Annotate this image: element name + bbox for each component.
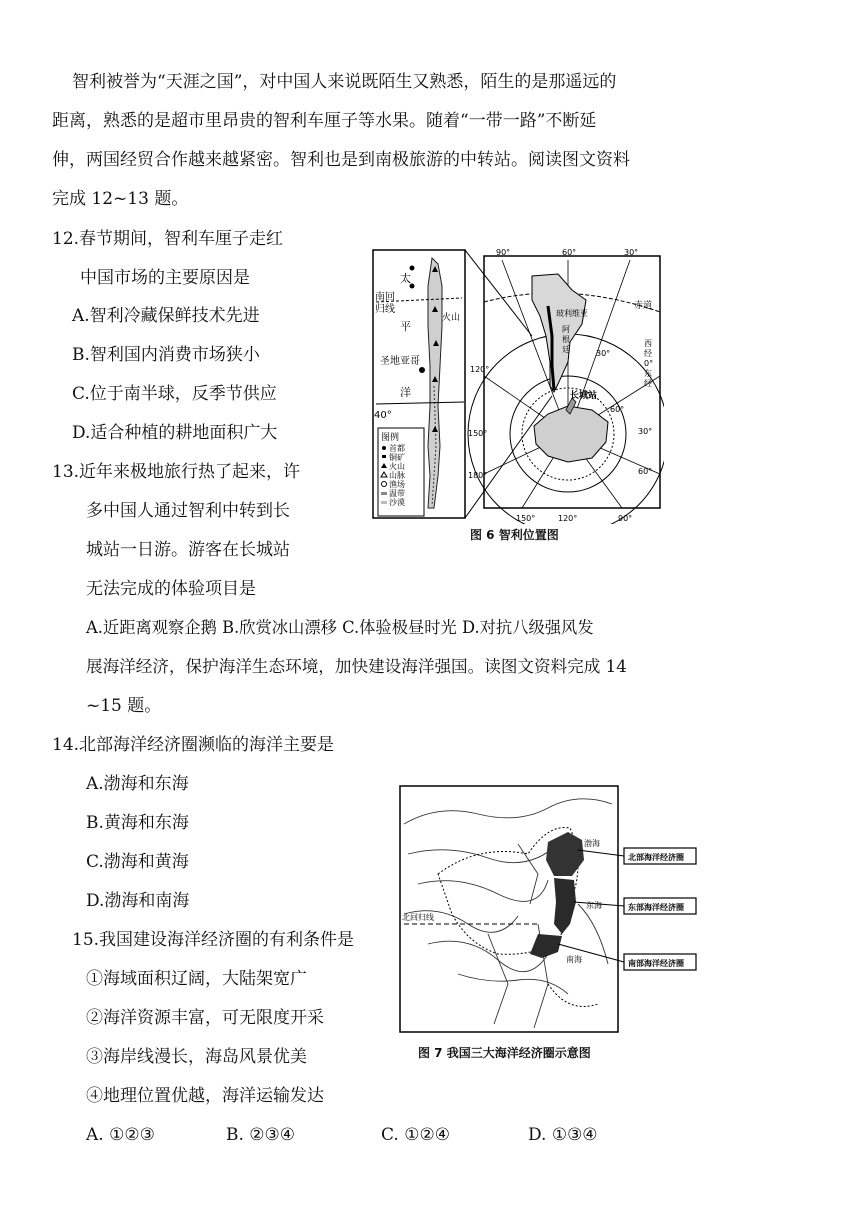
q15-item-3: ③海岸线漫长，海岛风景优美 [86,1047,307,1067]
label-argentina-1: 阿 [562,325,570,334]
q15-option-a: A. ①②③ [86,1125,155,1145]
top-lon-90: 90° [496,248,511,257]
q15-option-c: C. ①②④ [381,1125,450,1145]
right-deg-30: 30° [638,427,653,436]
label-great-wall-station: 长城站 [570,391,598,401]
label-yang: 洋 [400,386,411,399]
label-tropic: 北回归线 [402,913,434,922]
intro-line-3: 伸，两国经贸合作越来越紧密。智利也是到南极旅游的中转站。阅读图文资料 [52,150,630,170]
q15-option-b: B. ②③④ [226,1125,296,1145]
q14-option-c: C.渤海和黄海 [86,852,189,872]
figure-6-caption: 图 6 智利位置图 [470,528,559,542]
intro-14-15-line-2: ~15 题。 [86,696,162,716]
legend-volcano: 火山 [389,462,405,471]
left-lat-120: 120° [470,365,490,374]
label-bohai: 渤海 [584,839,600,848]
bottom-lon-90: 90° [618,514,633,523]
q13-stem-2: 多中国人通过智利中转到长 [86,501,290,521]
q14-stem: 14.北部海洋经济圈濒临的海洋主要是 [52,735,335,755]
legend-fishery: 渔场 [389,480,405,489]
q15-item-1: ①海域面积辽阔，大陆架宽广 [86,969,307,989]
q14-option-b: B.黄海和东海 [86,813,189,833]
q14-option-d: D.渤海和南海 [86,891,190,911]
label-equator: 赤道 [634,301,653,311]
top-lon-30: 30° [624,248,639,257]
top-lon-60: 60° [562,248,577,257]
label-west-5: 经 [644,379,652,388]
label-argentina-3: 廷 [562,345,570,354]
q15-option-d: D. ①③④ [528,1125,598,1145]
q13-stem-1: 13.近年来极地旅行热了起来，许 [52,462,301,482]
label-argentina-2: 根 [562,335,570,344]
q12-option-a: A.智利冷藏保鲜技术先进 [72,306,260,326]
label-volcano: 火山 [442,313,461,323]
q15-item-2: ②海洋资源丰富，可无限度开采 [86,1008,324,1028]
label-deg-30: 30° [596,349,611,358]
label-south-zone: 南部海洋经济圈 [628,959,684,968]
label-nanhui-1: 南回 [375,292,395,303]
figure-6-chile-map [372,246,664,524]
intro-line-4: 完成 12~13 题。 [52,189,189,209]
q12-stem-1: 12.春节期间，智利车厘子走红 [52,229,284,249]
label-deg-60: 60° [610,405,625,414]
label-nanhui-2: 归线 [375,304,395,315]
q13-options: A.近距离观察企鹅 B.欣赏冰山漂移 C.体验极昼时光 D.对抗八级强风发 [86,618,594,637]
label-nanhai: 南海 [566,955,582,964]
q13-stem-3: 城站一日游。游客在长城站 [86,540,290,560]
intro-line-2: 距离，熟悉的是超市里昂贵的智利车厘子等水果。随着“一带一路”不断延 [52,111,597,131]
q12-stem-2: 中国市场的主要原因是 [80,268,250,288]
legend-temperate: 温带 [389,489,405,498]
label-east-zone: 东部海洋经济圈 [628,903,684,912]
left-lat-180: 180° [468,471,488,480]
legend-desert: 沙漠 [389,498,405,507]
legend-title: 图例 [381,433,400,443]
legend-capital: 首都 [389,444,405,453]
label-donghai: 东海 [586,901,602,910]
label-west-4: 东 [644,369,652,378]
q14-option-a: A.渤海和东海 [86,774,189,794]
intro-14-15-line-1: 展海洋经济，保护海洋生态环境，加快建设海洋强国。读图文资料完成 14 [86,657,627,676]
right-deg-60: 60° [638,467,653,476]
label-ping: 平 [400,320,411,333]
legend-copper: 铜矿 [389,453,405,462]
label-west-3: 0° [644,359,654,368]
bottom-lon-150: 150° [516,514,536,523]
label-bolivia: 玻利维亚 [556,309,588,318]
left-lat-150: 150° [468,429,488,438]
label-santiago: 圣地亚哥 [380,356,420,367]
intro-line-1: 智利被誉为“天涯之国”，对中国人来说既陌生又熟悉，陌生的是那遥远的 [72,72,617,92]
label-tai: 太 [400,272,411,285]
bottom-lon-120: 120° [558,514,578,523]
figure-7-marine-zones-map [398,784,698,1036]
q12-option-d: D.适合种植的耕地面积广大 [72,423,278,443]
label-lat-40: 40° [374,410,392,421]
label-west-1: 西 [644,339,652,348]
legend-mountain: 山脉 [389,471,405,480]
q12-option-c: C.位于南半球，反季节供应 [72,384,277,404]
q15-item-4: ④地理位置优越，海洋运输发达 [86,1086,324,1106]
q12-option-b: B.智利国内消费市场狭小 [72,345,260,365]
q13-stem-4: 无法完成的体验项目是 [86,579,256,599]
figure-7-caption: 图 7 我国三大海洋经济圈示意图 [418,1046,591,1060]
label-west-2: 经 [644,349,652,358]
label-north-zone: 北部海洋经济圈 [628,853,684,862]
q15-stem: 15.我国建设海洋经济圈的有利条件是 [72,930,355,950]
